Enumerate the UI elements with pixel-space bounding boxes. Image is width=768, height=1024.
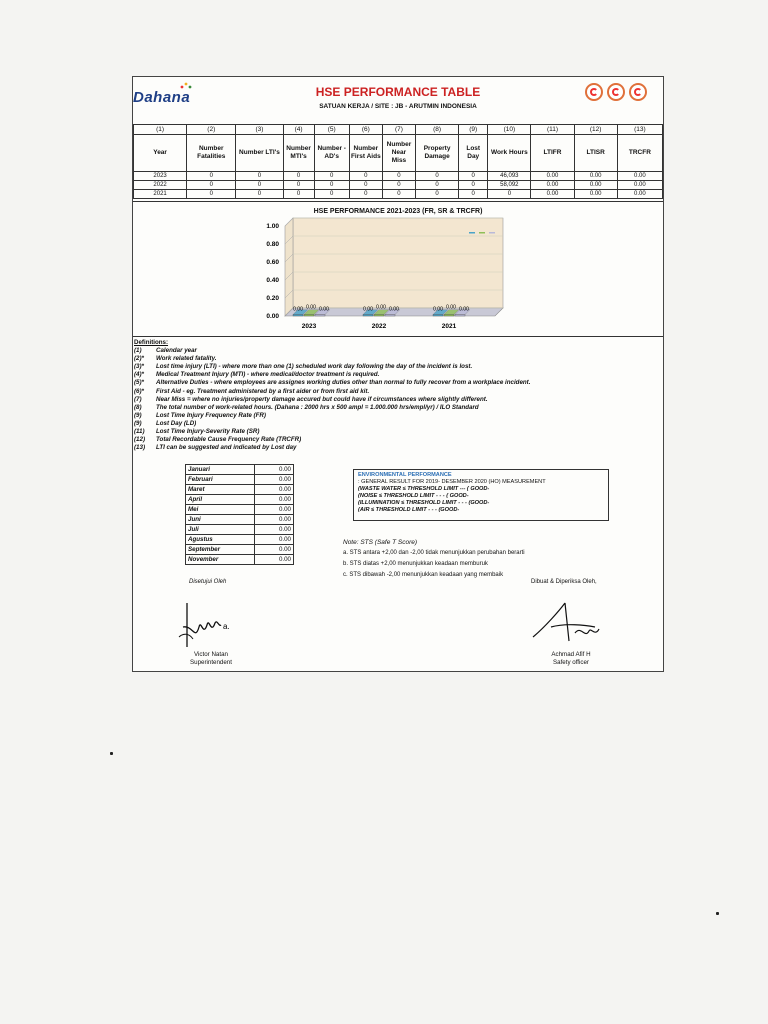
definition-number: (11) [134,428,145,436]
note-line: b. STS diatas +2,00 menunjukkan keadaan memburuk [343,561,488,567]
table-row [186,475,294,485]
table-cell: 0.00 [574,190,617,199]
approved-by-label: Disetujui Oleh [189,579,227,585]
table-cell: 0.00 [617,181,662,190]
y-tick-label: 0.20 [266,295,279,302]
month-name: September [186,545,255,555]
chart-data-label: 0.00 [389,306,399,313]
note-title: Note: STS (Safe T Score) [343,539,418,546]
chart-data-label: 0.00 [293,306,303,313]
column-header: Property Damage [416,135,459,172]
chart-back-wall [293,218,503,308]
environmental-heading: ENVIRONMENTAL PERFORMANCE [358,472,452,478]
definition-number: (1) [134,347,142,355]
month-value: 0.00 [255,495,294,505]
table-cell: 0.00 [574,181,617,190]
column-header: Number LTI's [236,135,283,172]
table-cell: 0 [283,181,314,190]
column-number: (9) [459,125,488,135]
definitions-heading: Definitions: [134,339,169,346]
definition-number: (12) [134,436,146,444]
table-cell: 0 [416,190,459,199]
definition-number: (5)* [134,379,144,387]
chart-data-label: 0.00 [363,306,373,313]
definition-text: Work related fatality. [156,355,217,363]
table-row [186,515,294,525]
month-value: 0.00 [255,465,294,475]
table-cell: 0 [236,181,283,190]
definition-item [134,420,654,428]
y-tick-label: 0.60 [266,259,279,266]
column-number: (13) [617,125,662,135]
table-row [186,465,294,475]
brand-logo-text: Dahana [133,89,191,106]
table-cell: 0 [349,181,382,190]
definition-number: (2)* [134,355,144,363]
x-tick-label: 2022 [371,323,387,330]
column-number: (5) [314,125,349,135]
table-cell: 0 [349,172,382,181]
month-name: April [186,495,255,505]
table-row [134,181,663,190]
column-number: (4) [283,125,314,135]
legend-swatch [469,232,475,234]
chart-data-label: 0.00 [306,304,316,311]
definition-text: Total Recordable Cause Frequency Rate (TRCFR) [156,436,302,444]
table-cell: 0 [283,172,314,181]
chart-bar [444,315,454,317]
table-row [186,555,294,565]
definition-number: (6)* [134,387,144,395]
table-cell: 0 [382,172,415,181]
environmental-performance-box [353,469,609,521]
chart-bar [433,315,443,317]
hse-performance-chart [133,201,663,337]
definition-text: Lost Time Injury-Severity Rate (SR) [156,428,260,436]
left-signatory [171,651,251,667]
x-tick-label: 2021 [441,323,457,330]
table-cell: 0 [459,190,488,199]
definition-item [134,347,654,355]
definition-item [134,412,654,420]
definition-number: (3)* [134,363,144,371]
month-value: 0.00 [255,485,294,495]
environmental-line: (AIR ≤ THRESHOLD LIMIT - - - (GOOD- [358,507,460,513]
month-value: 0.00 [255,525,294,535]
left-signatory-role: Superintendent [190,659,232,666]
definition-text: First Aid - eg. Treatment administered by a first aider or from first aid kit. [156,387,370,395]
column-header: Year [134,135,187,172]
table-cell: 0.00 [531,190,574,199]
chart-side-wall [285,218,293,316]
definition-item [134,404,654,412]
chart-bar [315,315,325,317]
certification-badge-icon [585,83,603,101]
x-tick-label: 2023 [301,323,317,330]
column-number: (11) [531,125,574,135]
page-subtitle: SATUAN KERJA / SITE : JB - ARUTMIN INDONESIA [319,103,477,110]
table-cell: 0.00 [531,172,574,181]
definition-item [134,428,654,436]
environmental-line: (NOISE ≤ THRESHOLD LIMIT - - - ( GOOD- [358,493,469,499]
table-cell: 0.00 [574,172,617,181]
definition-number: (9) [134,419,142,427]
definition-text: Calendar year [156,347,197,355]
month-value: 0.00 [255,545,294,555]
definition-item [134,396,654,404]
table-cell: 0 [314,190,349,199]
left-signatory-name: Victor Natan [194,651,228,658]
chart-bar [304,315,314,317]
report-header [133,77,663,123]
column-header: Number Near Miss [382,135,415,172]
table-cell: 0 [236,190,283,199]
month-name: Agustus [186,535,255,545]
svg-text:a.: a. [223,622,230,631]
table-row [186,505,294,515]
definition-number: (8) [134,403,142,411]
note-line: c. STS dibawah -2,00 menunjukkan keadaan yang membaik [343,572,504,578]
page-title: HSE PERFORMANCE TABLE [315,85,481,99]
table-cell: 0.00 [617,172,662,181]
table-cell: 58,092 [488,181,531,190]
legend-swatch [489,232,495,234]
definition-item [134,371,654,379]
table-cell: 0 [283,190,314,199]
chart-title: HSE PERFORMANCE 2021-2023 (FR, SR & TRCFR) [313,208,483,215]
signature-left-icon [173,597,253,651]
column-header: LTIFR [531,135,574,172]
table-cell: 2023 [134,172,187,181]
table-cell: 2021 [134,190,187,199]
table-cell: 0 [349,190,382,199]
definition-text: Lost time injury (LTI) - where more than one (1) scheduled work day following the day of the incident is lost. [156,363,473,371]
table-row [186,495,294,505]
definition-number: (13) [134,444,146,452]
month-value: 0.00 [255,555,294,565]
definition-number: (4)* [134,371,144,379]
table-cell: 0 [416,172,459,181]
environmental-line: (WASTE WATER ≤ THRESHOLD LIMIT --- ( GOOD- [358,486,490,492]
month-name: Januari [186,465,255,475]
definition-item [134,363,654,371]
definition-number: (9) [134,411,142,419]
chart-data-label: 0.00 [433,306,443,313]
hse-performance-table [133,124,663,199]
legend-swatch [479,232,485,234]
definition-text: Near Miss = where no injuries/property damage accured but could have if circumstances where slightly different. [156,395,488,403]
definition-item [134,436,654,444]
month-value: 0.00 [255,475,294,485]
table-cell: 2022 [134,181,187,190]
column-header: Work Hours [488,135,531,172]
note-line: a. STS antara +2,00 dan -2,00 tidak menunjukkan perubahan berarti [343,550,525,556]
chart-data-label: 0.00 [459,306,469,313]
month-value: 0.00 [255,505,294,515]
chart-data-label: 0.00 [446,304,456,311]
definition-text: Lost Time Injury Frequency Rate (FR) [156,411,266,419]
month-value: 0.00 [255,535,294,545]
definitions-section [134,339,654,452]
table-row [186,545,294,555]
definitions-list [134,347,654,452]
month-name: Maret [186,485,255,495]
chart-data-label: 0.00 [319,306,329,313]
table-row [186,535,294,545]
table-cell: 0.00 [617,190,662,199]
certification-badge-icon [607,83,625,101]
definition-item [134,379,654,387]
chart-bar [455,315,465,317]
sts-note [343,537,525,581]
column-header-row [134,135,663,172]
y-tick-label: 0.40 [266,277,279,284]
column-number: (12) [574,125,617,135]
column-number-row [134,125,663,135]
column-number: (1) [134,125,187,135]
y-tick-label: 1.00 [266,223,279,230]
scan-speck [110,752,113,755]
column-number: (7) [382,125,415,135]
definition-text: Alternative Duties - where employees are assignes working duties other than normal to fully recover from a workplace incident. [156,379,531,387]
table-cell: 0 [459,172,488,181]
right-signatory [521,651,621,667]
column-header: Lost Day [459,135,488,172]
certification-badge-icon [629,83,647,101]
right-signatory-name: Achmad Afif H [551,651,591,658]
table-row [186,485,294,495]
column-header: TRCFR [617,135,662,172]
column-header: Number Fatalities [187,135,236,172]
chart-bar [363,315,373,317]
month-name: Mei [186,505,255,515]
scan-speck [716,912,719,915]
chart-bar [293,315,303,317]
month-value: 0.00 [255,515,294,525]
certification-badges [585,83,647,101]
hse-report-sheet [132,76,664,672]
definition-text: LTI can be suggested and indicated by Lost day [156,444,297,452]
table-cell: 0 [382,181,415,190]
table-cell: 0 [314,181,349,190]
table-cell: 0 [187,181,236,190]
definition-item [134,388,654,396]
month-name: Juli [186,525,255,535]
prepared-by-label: Dibuat & Diperiksa Oleh, [531,579,597,585]
y-tick-label: 0.80 [266,241,279,248]
table-cell: 0 [187,190,236,199]
month-name: Februari [186,475,255,485]
table-row [186,525,294,535]
column-number: (2) [187,125,236,135]
definition-item [134,355,654,363]
month-name: November [186,555,255,565]
table-cell: 0.00 [531,181,574,190]
table-cell: 0 [382,190,415,199]
chart-data-label: 0.00 [376,304,386,311]
definition-item [134,444,654,452]
table-cell: 0 [236,172,283,181]
month-name: Juni [186,515,255,525]
table-cell: 0 [187,172,236,181]
chart-plot [133,202,663,336]
table-cell: 0 [314,172,349,181]
column-header: LTISR [574,135,617,172]
column-header: Number - AD's [314,135,349,172]
right-signatory-role: Safety officer [553,659,589,666]
column-number: (3) [236,125,283,135]
definition-text: Medical Treatment Injury (MTI) - where medical/doctor treatment is required. [156,371,380,379]
column-header: Number MTI's [283,135,314,172]
chart-bar [385,315,395,317]
definition-number: (7) [134,395,142,403]
definition-text: Lost Day (LD) [156,419,197,427]
column-number: (10) [488,125,531,135]
column-number: (8) [416,125,459,135]
table-row [134,172,663,181]
y-tick-label: 0.00 [266,313,279,320]
column-number: (6) [349,125,382,135]
definition-text: The total number of work-related hours. (Dahana : 2000 hrs x 500 ampl = 1.000.000 hrs/empl/yr) / ILO Standard [156,403,479,411]
environmental-line: (ILLUMINATION ≤ THRESHOLD LIMIT - - - (GOOD- [358,500,490,506]
table-cell: 0 [459,181,488,190]
column-header: Number First Aids [349,135,382,172]
chart-bar [374,315,384,317]
signature-right-icon [525,597,615,651]
table-cell: 0 [488,190,531,199]
table-cell: 0 [416,181,459,190]
environmental-line: : GENERAL RESULT FOR 2019- DESEMBER 2020 (HO) MEASUREMENT [358,479,546,485]
table-cell: 46,093 [488,172,531,181]
monthly-table [185,464,294,565]
table-row [134,190,663,199]
